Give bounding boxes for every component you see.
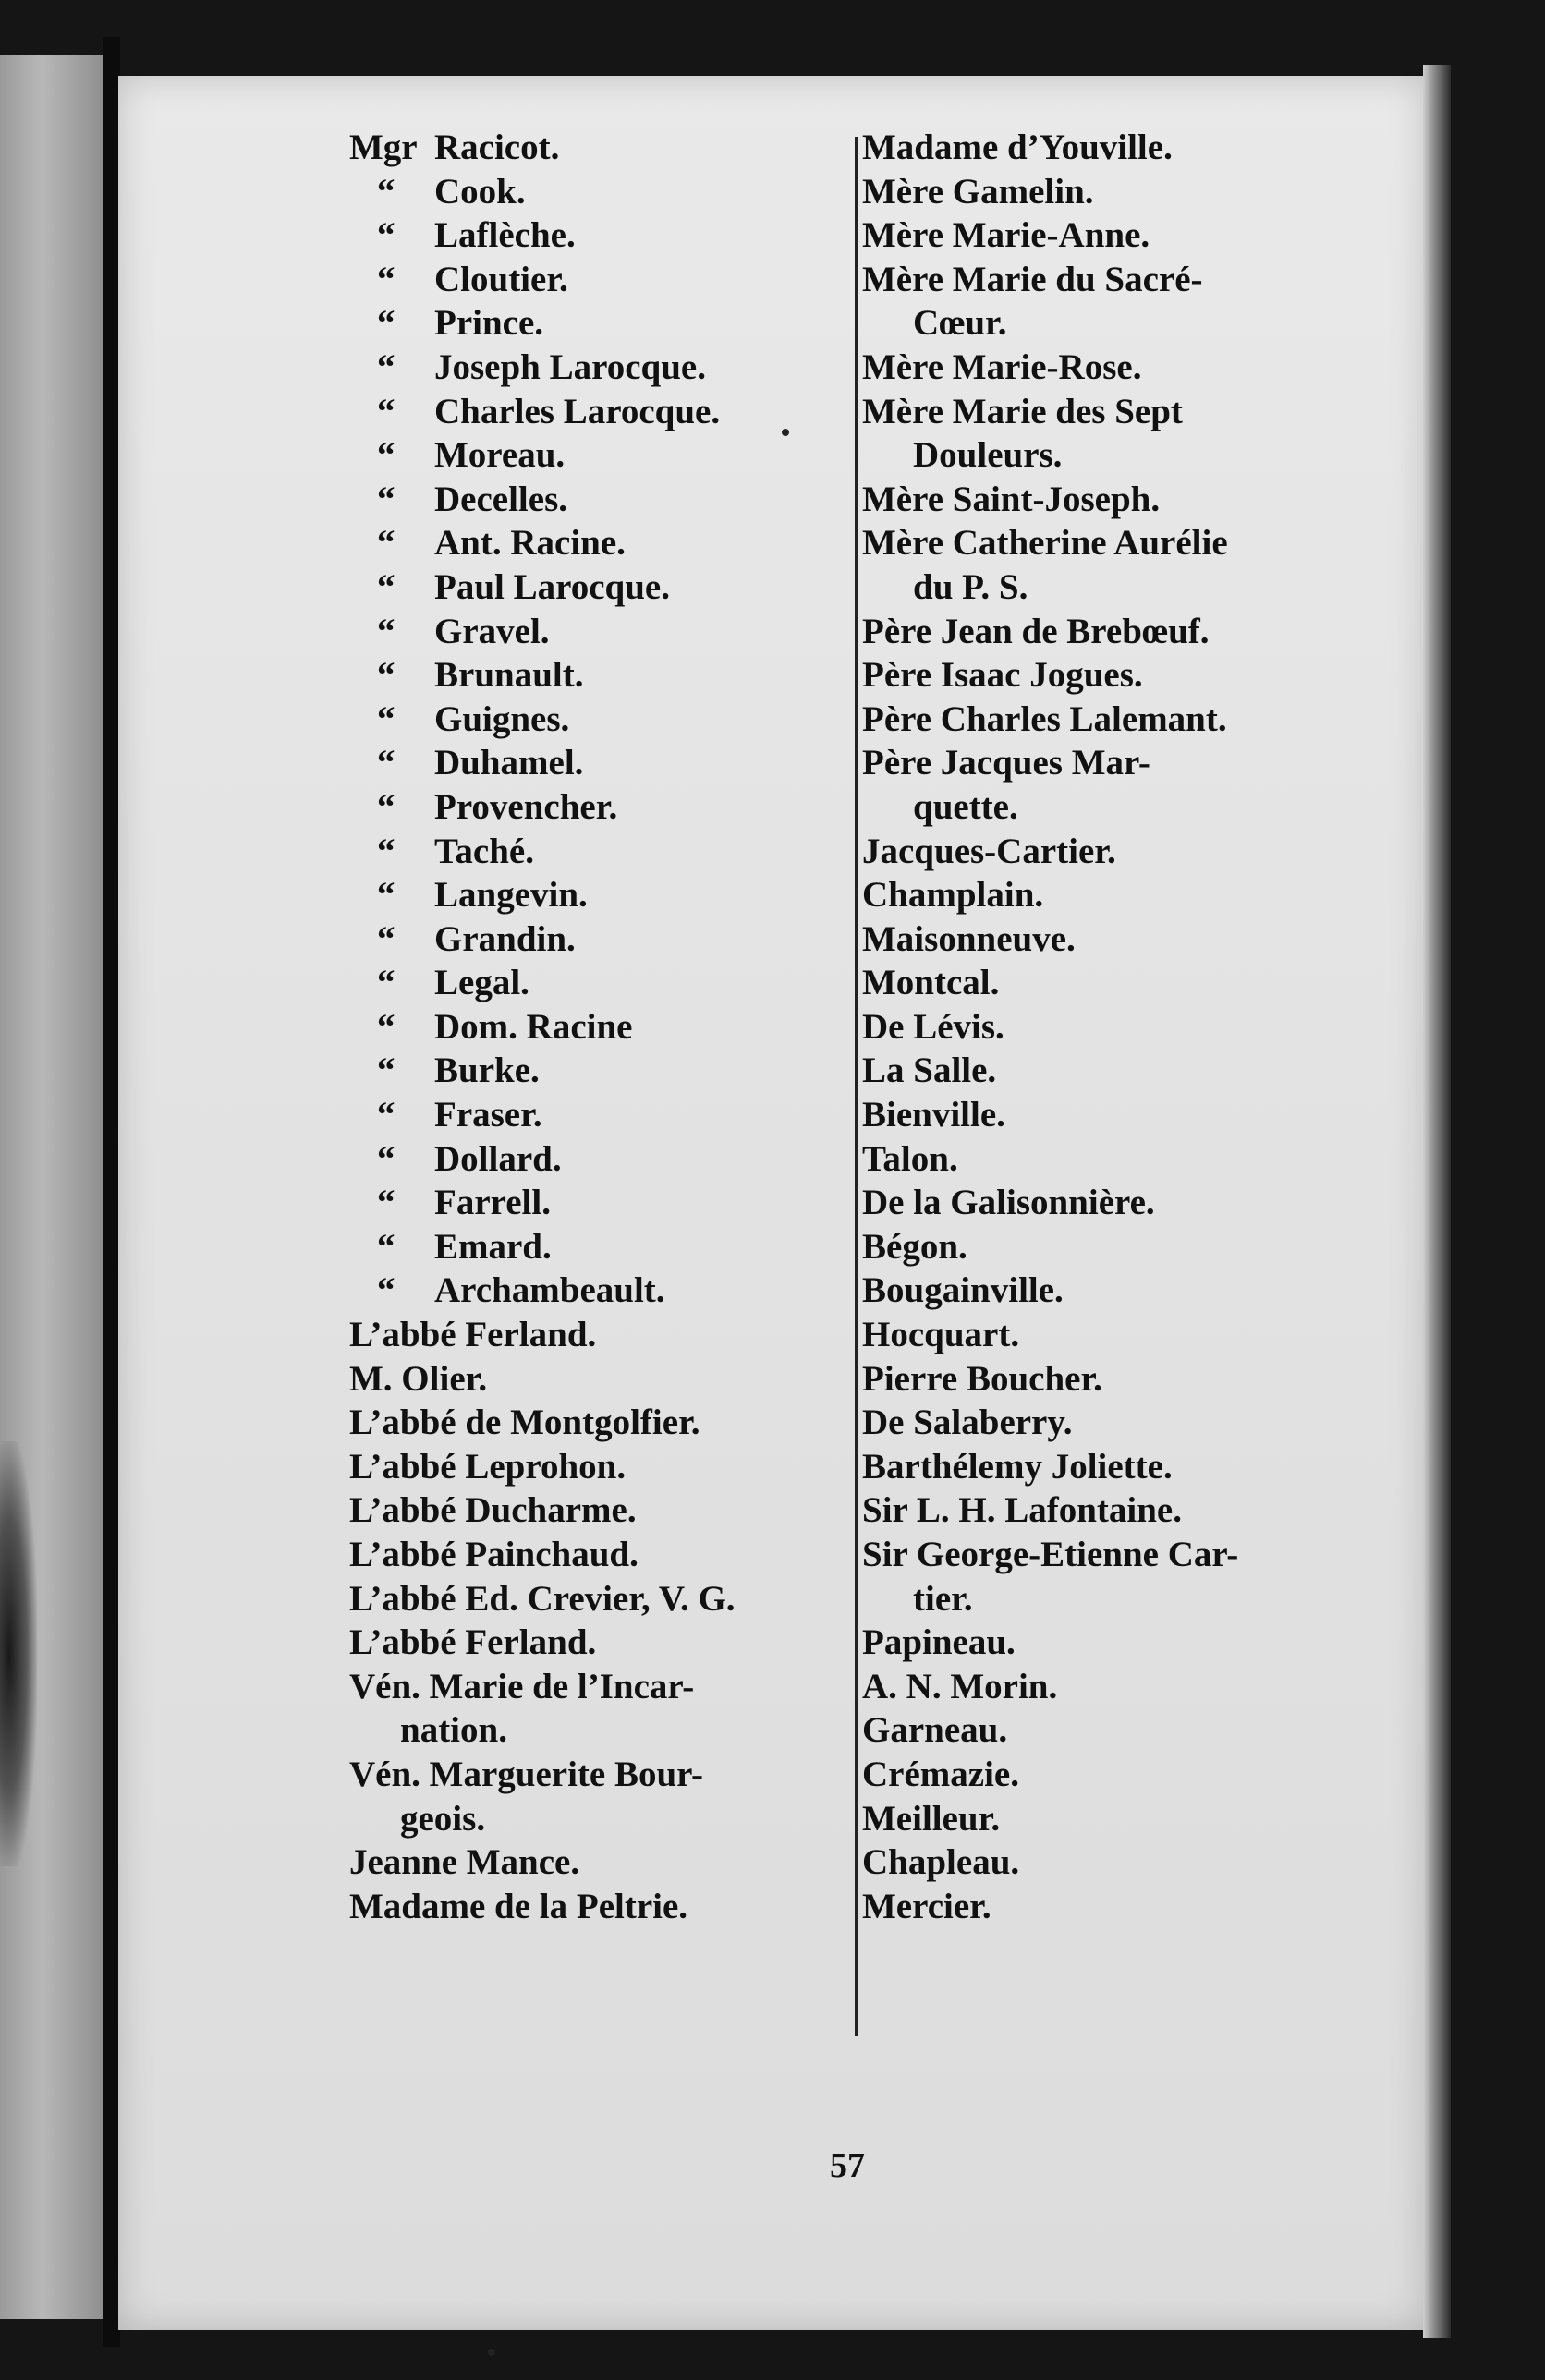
entry-name: Taché. — [434, 831, 534, 871]
ditto-mark: “ — [377, 566, 395, 607]
entry-name: De Lévis. — [862, 1006, 1004, 1047]
right-list-entry — [862, 126, 1380, 170]
entry-name: Pierre Boucher. — [862, 1358, 1102, 1399]
entry-name: Champlain. — [862, 875, 1044, 916]
entry-name: L’abbé Ferland. — [349, 1622, 597, 1663]
entry-name: Crémazie. — [862, 1754, 1019, 1794]
entry-name: Douleurs. — [913, 435, 1063, 476]
entry-name: Ant. Racine. — [434, 523, 626, 564]
right-list-entry — [862, 873, 1380, 917]
entry-name: Archambeault. — [434, 1270, 665, 1311]
left-list-entry — [349, 1313, 941, 1357]
ditto-mark: “ — [377, 391, 395, 431]
ditto-mark: “ — [377, 655, 395, 696]
ditto-mark: “ — [377, 1006, 395, 1047]
entry-name: Bégon. — [862, 1226, 967, 1267]
right-list-entry — [862, 1269, 1380, 1313]
entry-name: L’abbé Ducharme. — [349, 1490, 637, 1531]
entry-name: Sir George-Etienne Car- — [862, 1535, 1239, 1574]
entry-name: Decelles. — [434, 479, 568, 519]
left-list-entry — [349, 785, 941, 830]
left-name-column — [349, 126, 941, 1928]
entry-name: Moreau. — [434, 435, 566, 476]
left-list-entry — [349, 698, 941, 742]
entry-name: Mère Marie des Sept — [862, 391, 1183, 431]
ditto-mark: “ — [377, 523, 395, 564]
entry-name: Emard. — [434, 1226, 552, 1267]
right-list-entry — [862, 1005, 1380, 1050]
right-list-entry — [862, 1225, 1380, 1269]
entry-name: Gravel. — [434, 611, 550, 651]
entry-name: Père Jacques Mar- — [862, 743, 1150, 783]
left-list-entry — [349, 1181, 941, 1225]
left-list-entry — [349, 1049, 941, 1093]
right-list-entry — [862, 1488, 1380, 1533]
right-list-entry — [862, 1797, 1380, 1841]
entry-name: Garneau. — [862, 1710, 1008, 1751]
entry-name: Montcal. — [862, 963, 1000, 1003]
entry-name: Papineau. — [862, 1622, 1016, 1663]
entry-name: L’abbé Leprohon. — [349, 1446, 627, 1487]
right-list-entry — [862, 1708, 1380, 1753]
left-list-entry — [349, 830, 941, 874]
right-list-entry — [862, 390, 1380, 434]
right-list-entry — [862, 1533, 1380, 1577]
entry-name: tier. — [913, 1578, 973, 1619]
entry-name: Charles Larocque. — [434, 391, 721, 431]
ditto-mark: “ — [377, 1183, 395, 1223]
right-list-entry — [862, 1665, 1380, 1709]
left-list-entry — [349, 1533, 941, 1577]
left-list-entry — [349, 873, 941, 917]
left-list-entry — [349, 346, 941, 390]
right-list-entry — [862, 1313, 1380, 1357]
entry-name: Guignes. — [434, 698, 570, 739]
print-speck — [782, 429, 789, 436]
left-list-entry — [349, 390, 941, 434]
entry-name: Prince. — [434, 303, 544, 344]
ditto-mark: “ — [377, 303, 395, 344]
entry-name: A. N. Morin. — [862, 1666, 1058, 1706]
right-list-entry — [862, 346, 1380, 390]
entry-name: Mère Saint-Joseph. — [862, 479, 1161, 519]
entry-name: Barthélemy Joliette. — [862, 1446, 1173, 1487]
ditto-mark: “ — [377, 1050, 395, 1091]
left-list-entry — [349, 1269, 941, 1313]
left-list-entry — [349, 1357, 941, 1402]
left-list-entry — [349, 1840, 941, 1885]
right-list-entry — [862, 610, 1380, 654]
left-list-entry — [349, 1401, 941, 1445]
entry-name: Racicot. — [434, 128, 560, 167]
ditto-mark: “ — [377, 1226, 395, 1267]
entry-name: Mère Marie-Rose. — [862, 346, 1142, 387]
right-list-entry — [862, 1137, 1380, 1182]
left-list-entry — [349, 1708, 941, 1753]
entry-name: Mère Marie-Anne. — [862, 215, 1150, 256]
entry-name: Laflèche. — [434, 215, 576, 256]
right-list-entry — [862, 1357, 1380, 1402]
ditto-mark: “ — [377, 743, 395, 783]
entry-name: Bienville. — [862, 1095, 1005, 1135]
entry-name: Madame de la Peltrie. — [349, 1886, 688, 1926]
left-list-entry — [349, 478, 941, 522]
ditto-mark: “ — [377, 963, 395, 1003]
book-page — [118, 76, 1426, 2330]
ditto-mark: “ — [377, 171, 395, 212]
right-list-entry — [862, 1049, 1380, 1093]
right-list-entry — [862, 1840, 1380, 1885]
entry-name: Jeanne Mance. — [349, 1842, 580, 1883]
left-list-entry — [349, 1577, 941, 1621]
entry-name: Vén. Marie de l’Incar- — [349, 1666, 695, 1706]
entry-name: De Salaberry. — [862, 1402, 1073, 1443]
right-list-entry — [862, 213, 1380, 258]
right-list-entry — [862, 1181, 1380, 1225]
right-list-entry — [862, 478, 1380, 522]
entry-name: L’abbé Ed. Crevier, V. G. — [349, 1578, 736, 1619]
ditto-mark: “ — [377, 259, 395, 299]
entry-name: L’abbé Ferland. — [349, 1315, 597, 1355]
ditto-mark: “ — [377, 786, 395, 827]
entry-name: Fraser. — [434, 1095, 542, 1135]
entry-name: Mère Marie du Sacré- — [862, 259, 1203, 299]
entry-name: Dom. Racine — [434, 1006, 633, 1047]
ditto-mark: “ — [377, 1095, 395, 1135]
right-list-entry — [862, 917, 1380, 962]
page-right-edge — [1423, 65, 1451, 2338]
ditto-mark: “ — [377, 435, 395, 476]
left-list-entry — [349, 521, 941, 565]
left-list-entry — [349, 1005, 941, 1050]
left-list-entry — [349, 1665, 941, 1709]
page-number: 57 — [830, 2146, 865, 2185]
left-list-entry — [349, 1137, 941, 1182]
right-list-entry — [862, 785, 1380, 830]
entry-name: M. Olier. — [349, 1358, 488, 1399]
ditto-mark: “ — [377, 215, 395, 256]
ditto-mark: “ — [377, 875, 395, 916]
left-list-entry — [349, 258, 941, 302]
right-list-entry — [862, 653, 1380, 698]
ditto-mark: “ — [377, 698, 395, 739]
right-list-entry — [862, 258, 1380, 302]
entry-name: Legal. — [434, 963, 529, 1003]
entry-name: Paul Larocque. — [434, 566, 670, 607]
right-list-entry — [862, 170, 1380, 214]
column-divider — [855, 137, 858, 2036]
right-list-entry — [862, 1885, 1380, 1929]
entry-name: Provencher. — [434, 786, 618, 827]
entry-name: Meilleur. — [862, 1798, 1001, 1839]
ditto-mark: “ — [377, 611, 395, 651]
entry-name: Père Charles Lalemant. — [862, 698, 1227, 739]
entry-name: nation. — [400, 1710, 507, 1751]
entry-name: quette. — [913, 786, 1018, 827]
left-list-entry — [349, 1445, 941, 1489]
right-list-entry — [862, 1401, 1380, 1445]
entry-name: Bougainville. — [862, 1270, 1064, 1311]
previous-page-edge — [0, 55, 103, 2319]
entry-name: Sir L. H. Lafontaine. — [862, 1490, 1182, 1531]
left-list-entry — [349, 433, 941, 478]
entry-name: Duhamel. — [434, 743, 584, 783]
left-list-entry — [349, 1621, 941, 1665]
ditto-mark: “ — [377, 479, 395, 519]
left-list-entry — [349, 213, 941, 258]
right-list-entry — [862, 1445, 1380, 1489]
ditto-mark: “ — [377, 346, 395, 387]
ditto-mark: “ — [377, 1138, 395, 1179]
left-list-entry — [349, 1885, 941, 1929]
left-list-entry — [349, 917, 941, 962]
right-list-entry — [862, 1093, 1380, 1137]
right-list-entry — [862, 1621, 1380, 1665]
entry-name: Burke. — [434, 1050, 540, 1091]
entry-name: Talon. — [862, 1138, 958, 1179]
entry-name: Jacques-Cartier. — [862, 831, 1116, 871]
entry-name: L’abbé de Montgolfier. — [349, 1402, 700, 1443]
right-list-entry — [862, 698, 1380, 742]
right-name-column — [862, 126, 1380, 1928]
entry-name: Langevin. — [434, 875, 588, 916]
entry-name: Farrell. — [434, 1183, 551, 1223]
entry-name: Vén. Marguerite Bour- — [349, 1754, 704, 1794]
entry-name: Cloutier. — [434, 259, 568, 299]
entry-name: De la Galisonnière. — [862, 1183, 1155, 1223]
ink-smudge — [0, 1441, 37, 1866]
entry-name: Maisonneuve. — [862, 918, 1076, 959]
ditto-mark: “ — [377, 918, 395, 959]
ditto-mark: “ — [377, 1270, 395, 1311]
right-list-entry — [862, 565, 1380, 610]
right-list-entry — [862, 1577, 1380, 1621]
left-list-entry — [349, 653, 941, 698]
left-list-entry — [349, 1797, 941, 1841]
entry-name: La Salle. — [862, 1050, 997, 1091]
right-list-entry — [862, 961, 1380, 1005]
entry-name: Madame d’Youville. — [862, 128, 1173, 167]
left-list-entry — [349, 741, 941, 785]
right-list-entry — [862, 830, 1380, 874]
entry-name: Père Jean de Brebœuf. — [862, 611, 1210, 651]
entry-name: geois. — [400, 1798, 486, 1839]
left-list-entry — [349, 301, 941, 346]
right-list-entry — [862, 521, 1380, 565]
left-list-entry — [349, 1753, 941, 1797]
right-list-entry — [862, 1753, 1380, 1797]
left-list-entry — [349, 170, 941, 214]
entry-name: Père Isaac Jogues. — [862, 655, 1143, 696]
entry-name: Dollard. — [434, 1138, 562, 1179]
left-list-entry — [349, 126, 941, 170]
entry-name: du P. S. — [913, 566, 1028, 607]
left-list-entry — [349, 610, 941, 654]
print-speck — [488, 2349, 495, 2356]
entry-name: Brunault. — [434, 655, 584, 696]
left-list-entry — [349, 961, 941, 1005]
entry-name: Mère Catherine Aurélie — [862, 523, 1228, 564]
left-list-entry — [349, 1093, 941, 1137]
left-list-entry — [349, 1488, 941, 1533]
title-prefix: Mgr — [349, 128, 418, 167]
entry-name: Cook. — [434, 171, 526, 212]
entry-name: Grandin. — [434, 918, 576, 959]
entry-name: Cœur. — [913, 303, 1007, 344]
right-list-entry — [862, 301, 1380, 346]
entry-name: Mercier. — [862, 1886, 991, 1926]
entry-name: Hocquart. — [862, 1315, 1020, 1355]
right-list-entry — [862, 433, 1380, 478]
ditto-mark: “ — [377, 831, 395, 871]
entry-name: Joseph Larocque. — [434, 346, 706, 387]
entry-name: Chapleau. — [862, 1842, 1020, 1883]
entry-name: L’abbé Painchaud. — [349, 1535, 639, 1574]
right-list-entry — [862, 741, 1380, 785]
left-list-entry — [349, 1225, 941, 1269]
left-list-entry — [349, 565, 941, 610]
entry-name: Mère Gamelin. — [862, 171, 1094, 212]
